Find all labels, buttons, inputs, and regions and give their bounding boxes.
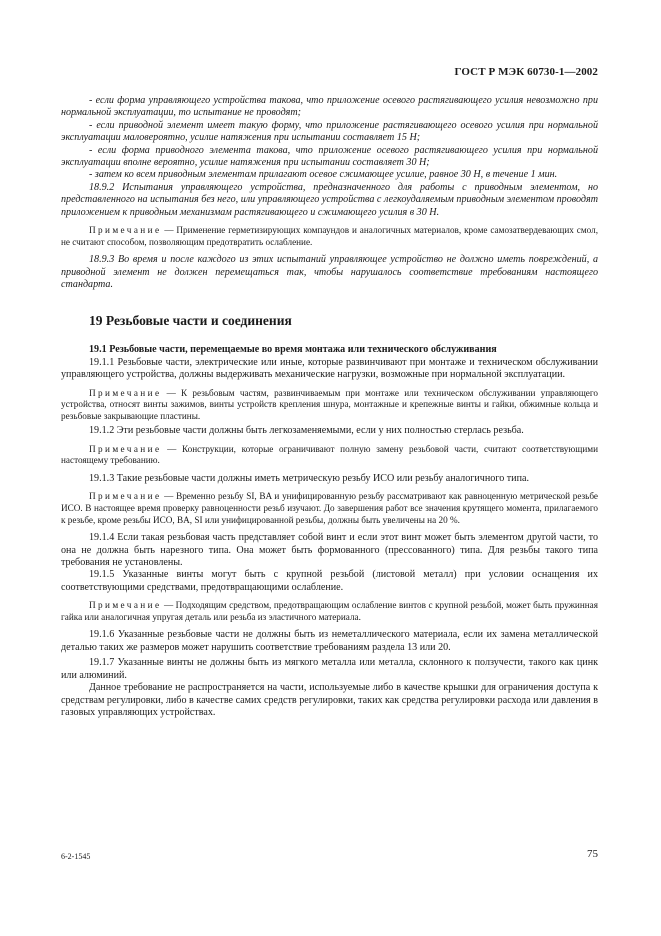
clause-19-1-3: 19.1.3 Такие резьбовые части должны иметь метрическую резьбу ИСО или резьбу аналогичного типа. xyxy=(89,473,529,485)
paragraph: - если форма управляющего устройства такова, что приложение осевого растягивающего усилия невозможно при нормальной эксплуатации, то испытание не проводят; xyxy=(61,95,598,119)
note xyxy=(61,388,598,423)
paragraph: Данное требование не распространяется на части, используемые либо в качестве крышки для ограничения доступа к средствам регулировки, либо в качестве самих средств регулировки, таких как средства регулировки расхода или давления в газовых управляющих устройствах. xyxy=(61,682,598,718)
note xyxy=(61,225,598,248)
note xyxy=(61,491,598,526)
note xyxy=(61,600,598,623)
note xyxy=(61,444,598,467)
clause-19-1-2: 19.1.2 Эти резьбовые части должны быть легкозаменяемыми, если у них полностью стерлась резьба. xyxy=(89,425,524,437)
note-text: — Конструкции, которые ограничивают полную замену резьбовой части, считают соответствующими настоящему требованию. xyxy=(61,443,598,466)
section-title: 19 Резьбовые части и соединения xyxy=(89,313,292,329)
note-label: Примечание xyxy=(89,387,162,398)
paragraph: - затем ко всем приводным элементам прилагают осевое сжимающее усилие, равное 30 Н, в течение 1 мин. xyxy=(89,169,558,181)
note-text: — Применение герметизирующих компаундов и аналогичных материалов, кроме самозатвердевающих смол, не считают способом, позволяющим предотвратить ослабление. xyxy=(61,225,598,247)
note-text: — К резьбовым частям, развинчиваемым при монтаже или техническом обслуживании управляющего устройства, относят винты зажимов, винты устройств крепления шнура, монтажные и крепежные винты и гайки, обжимные кольца и резьбовые закрывающие пластины. xyxy=(61,387,598,421)
paragraph: - если форма приводного элемента такова, что приложение осевого растягивающего усилия при нормальной эксплуатации вполне вероятно, усилие натяжения при испытании составляет 30 Н; xyxy=(61,144,598,169)
clause-18-9-2: 18.9.2 Испытания управляющего устройства, предназначенного для работы с приводным элементом, но представленного на испытания без него, или управляющего устройства с легкоудаляемым приводным элементом проводят приложением к приводным механизмам растягивающего и сжимающего усилия в 30 Н. xyxy=(61,181,598,218)
print-code: 6-2-1545 xyxy=(61,852,91,861)
clause-19-1-4: 19.1.4 Если такая резьбовая часть представляет собой винт и если этот винт может быть элементом другой части, то она не должна быть нарезного типа. Она может быть формованного (прессованного) типа. Для резьбы такого типа требования не установлены. xyxy=(61,532,598,569)
paragraph: - если приводной элемент имеет такую форму, что приложение растягивающего осевого усилия при нормальной эксплуатации маловероятно, усилие натяжения при испытании составляет 15 Н; xyxy=(61,119,598,144)
note-label: Примечание xyxy=(89,491,162,502)
clause-19-1-7: 19.1.7 Указанные винты не должны быть из мягкого металла или металла, склонного к ползучести, такого как цинк или алюминий. xyxy=(61,657,598,681)
page-number: 75 xyxy=(587,848,598,860)
note-text: — Подходящим средством, предотвращающим ослабление винтов с крупной резьбой, может быть пружинная гайка или аналогичная упругая деталь или резьба из эластичного материала. xyxy=(61,600,598,622)
note-label: Примечание xyxy=(89,225,162,236)
document-header: ГОСТ Р МЭК 60730-1—2002 xyxy=(454,66,598,78)
subsection-title: 19.1 Резьбовые части, перемещаемые во время монтажа или технического обслуживания xyxy=(89,344,497,356)
note-label: Примечание xyxy=(89,600,162,611)
clause-19-1-6: 19.1.6 Указанные резьбовые части не должны быть из неметаллического материала, если их замена металлической деталью таких же размеров может нарушить соответствие требованиям раздела 13 или 20. xyxy=(61,629,598,653)
clause-19-1-5: 19.1.5 Указанные винты могут быть с крупной резьбой (листовой металл) при условии оснащения их соответствующими средствами, предотвращающими ослабление. xyxy=(61,569,598,593)
clause-18-9-3: 18.9.3 Во время и после каждого из этих испытаний управляющее устройство не должно иметь повреждений, а приводной элемент не должен перемещаться так, чтобы нарушалось соответствие требованиям настоящего стандарта. xyxy=(61,254,598,291)
clause-19-1-1: 19.1.1 Резьбовые части, электрические или иные, которые развинчивают при монтаже и техническом обслуживании управляющего устройства, должны выдерживать механические нагрузки, возможные при нормальной эксплуатации. xyxy=(61,356,598,381)
note-text: — Временно резьбу SI, BA и унифицированную резьбу рассматривают как равноценную метрической резьбе ИСО. В настоящее время проверку равноценности резьб изучают. До завершения работ все значения крутящего момента, прилагаемого к резьбе, кроме резьбы ИСО, BA, SI или унифицированной резьбы, должны быть увеличены на 20 %. xyxy=(61,491,598,525)
note-label: Примечание xyxy=(89,443,162,454)
document-body xyxy=(61,95,598,719)
